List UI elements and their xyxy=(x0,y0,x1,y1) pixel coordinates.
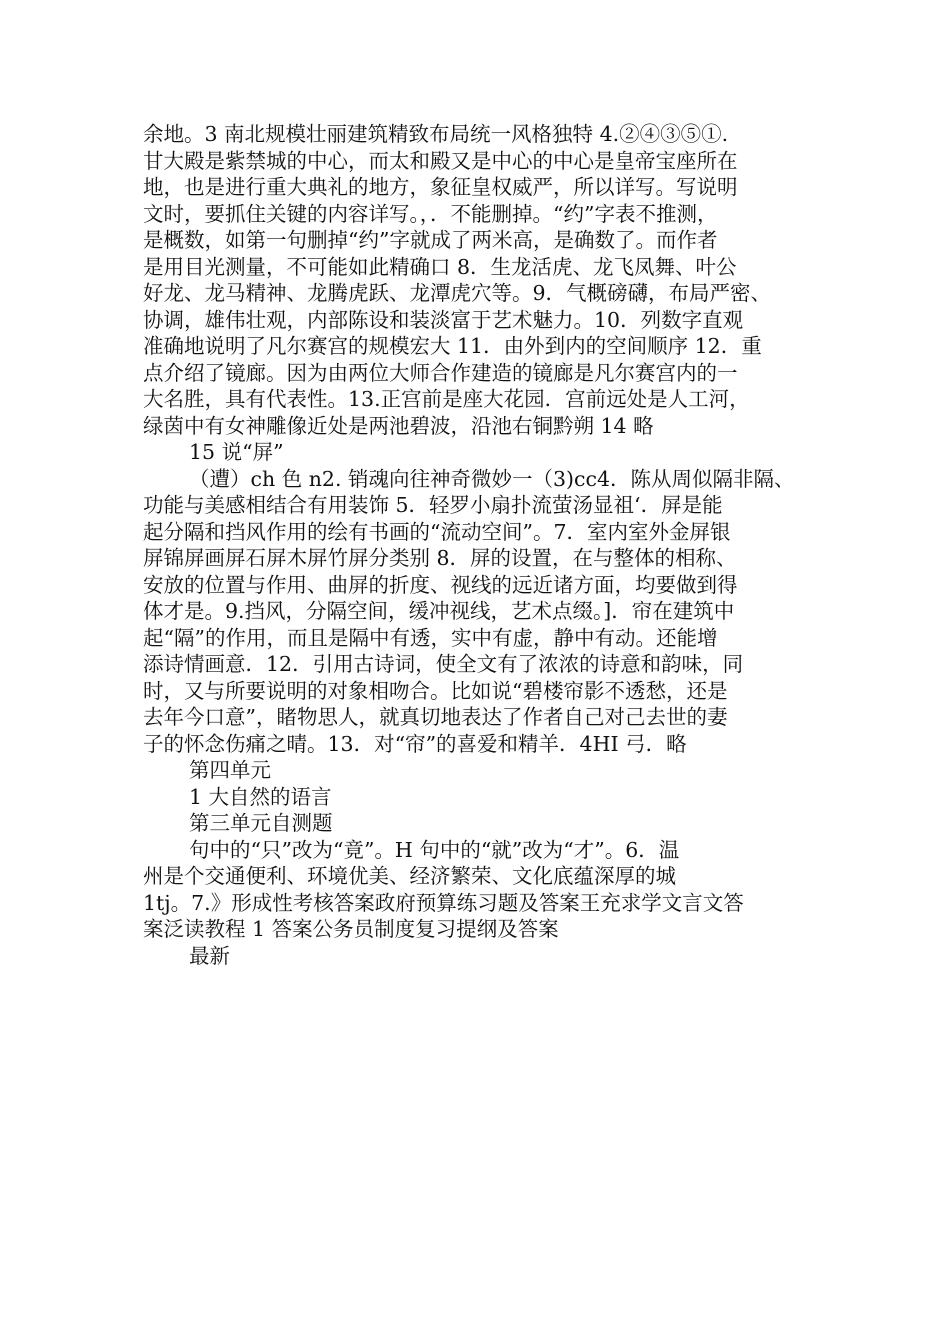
text-line: 最新 xyxy=(189,943,230,968)
text-line: 州是个交通便利、环境优美、经济繁荣、文化底蕴深厚的城 xyxy=(143,864,676,888)
text-line: 案泛读教程 1 答案公务员制度复习提纲及答案 xyxy=(143,917,559,941)
text-line: 地，也是进行重大典礼的地方，象征皇权威严，所以详写。写说明 xyxy=(143,175,738,199)
text-line: 大名胜，具有代表性。13.正宫前是座大花园．宫前远处是人工河， xyxy=(143,387,750,411)
text-line: 绿茵中有女神雕像近处是两池碧波，沿池右铜黔朔 14 略 xyxy=(143,413,654,438)
text-line: 15 说“屏” xyxy=(189,440,284,464)
text-line: 句中的“只”改为“竟”。H 句中的“就”改为“才”。6．温 xyxy=(189,837,680,862)
text-line: 起分隔和挡风作用的绘有书画的“流动空间”。7．室内室外金屏银 xyxy=(143,519,731,544)
text-line: 第三单元自测题 xyxy=(189,811,333,835)
text-line: 子的怀念伤痛之晴。13．对“帘”的喜爱和精羊．4HI 弓．略 xyxy=(143,731,687,756)
text-line: 点介绍了镜廊。因为由两位大师合作建造的镜廊是凡尔赛宫内的一 xyxy=(143,360,738,385)
text-line: 是概数，如第一句删掉“约”字就成了两米高，是确数了。而作者 xyxy=(143,228,718,252)
text-line: 准确地说明了凡尔赛宫的规模宏大 11．由外到内的空间顺序 12．重 xyxy=(143,334,762,358)
text-line: 时，又与所要说明的对象相吻合。比如说“碧楼帘影不透愁，还是 xyxy=(143,678,728,703)
document-body xyxy=(143,121,823,969)
text-line: 是用目光测量，不可能如此精确口 8．生龙活虎、龙飞凤舞、叶公 xyxy=(143,254,737,279)
text-line: （遭）ch 色 n2. 销魂向往神奇微妙一（3)cc4．陈从周似隔非隔、 xyxy=(189,466,795,491)
text-line: 1 大自然的语言 xyxy=(189,784,332,809)
text-line: 起“隔”的作用，而且是隔中有透，实中有虚，静中有动。还能增 xyxy=(143,625,718,650)
text-line: 添诗情画意．12．引用古诗词，使全文有了浓浓的诗意和韵味，同 xyxy=(143,652,744,676)
text-line: 文时，要抓住关键的内容详写。，．不能删掉。“约”字表不推测， xyxy=(143,201,718,226)
text-line: 屏锦屏画屏石屏木屏竹屏分类别 8．屏的设置，在与整体的相称、 xyxy=(143,546,737,570)
text-line: 安放的位置与作用、曲屏的折度、视线的远近诸方面，均要做到得 xyxy=(143,572,738,597)
text-line: 功能与美感相结合有用装饰 5．轻罗小扇扑流萤汤显祖‘．屏是能 xyxy=(143,493,723,517)
text-line: 第四单元 xyxy=(189,758,271,782)
text-line: 余地。3 南北规模壮丽建筑精致布局统一风格独特 4.②④③⑤①. xyxy=(143,122,729,146)
text-line: 甘大殿是紫禁城的中心，而太和殿又是中心的中心是皇帝宝座所在 xyxy=(143,148,738,173)
text-line: 体才是。9.挡风，分隔空间，缓冲视线，艺术点缀。]．帘在建筑中 xyxy=(143,599,735,623)
text-line: 1tj。7.》形成性考核答案政府预算练习题及答案王充求学文言文答 xyxy=(143,890,744,915)
text-line: 好龙、龙马精神、龙腾虎跃、龙潭虎穴等。9．气概磅礴，布局严密、 xyxy=(143,281,772,305)
text-line: 协调，雄伟壮观，内部陈设和装淡富于艺术魅力。10．列数字直观 xyxy=(143,307,744,332)
text-line: 去年今口意”，睹物思人，就真切地表达了作者自己对己去世的妻 xyxy=(143,705,728,729)
